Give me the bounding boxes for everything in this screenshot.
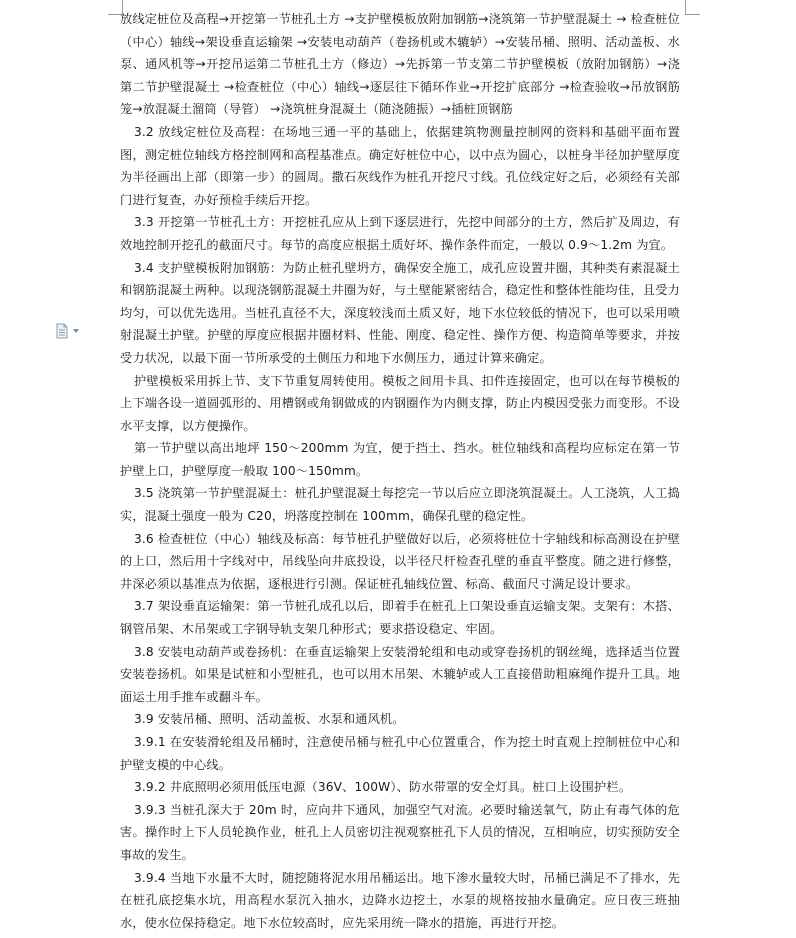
paragraph-3-6: 3.6 检查桩位（中心）轴线及标高：每节桩孔护壁做好以后，必须将桩位十字轴线和标高测设在护壁的上口，然后用十字线对中，吊线坠向井底投设，以半径尺杆检查孔壁的垂直平整度。随之进行修整，井深必须以基准点为依据，逐根进行引测。保证桩孔轴线位置、标高、截面尺寸满足设计要求。 bbox=[120, 531, 680, 591]
paragraph-3-8: 3.8 安装电动葫芦或卷扬机：在垂直运输架上安装滑轮组和电动或穿卷扬机的钢丝绳，选择适当位置安装卷扬机。如果是试桩和小型桩孔，也可以用木吊架、木辘轳或人工直接借助粗麻绳作提升工具。地面运土用手推车或翻斗车。 bbox=[120, 644, 680, 704]
document-icon[interactable] bbox=[54, 322, 82, 340]
paragraph-3-3: 3.3 开挖第一节桩孔土方：开挖桩孔应从上到下逐层进行，先挖中间部分的土方，然后扩及周边，有效地控制开挖孔的截面尺寸。每节的高度应根据土质好坏、操作条件而定，一般以 0.9～1.2m 为宜。 bbox=[120, 215, 680, 252]
paragraph-formwork: 护壁模板采用拆上节、支下节重复周转使用。模板之间用卡具、扣件连接固定，也可以在每节模板的上下端各设一道圆弧形的、用槽钢或角钢做成的内钢圈作为内侧支撑，防止内模因受张力而变形。不设水平支撑，以方便操作。 bbox=[120, 373, 680, 433]
document-body bbox=[120, 8, 680, 934]
paragraph-3-4: 3.4 支护壁模板附加钢筋：为防止桩孔壁坍方，确保安全施工，成孔应设置井圈，其种类有素混凝土和钢筋混凝土两种。以现浇钢筋混凝土井圈为好，与土壁能紧密结合，稳定性和整体性能均佳，且受力均匀，可以优先选用。当桩孔直径不大，深度较浅而土质又好，地下水位较低的情况下，也可以采用喷射混凝土护壁。护壁的厚度应根据井圈材料、性能、刚度、稳定性、操作方便、构造简单等要求，并按受力状况，以最下面一节所承受的土侧压力和地下水侧压力，通过计算来确定。 bbox=[120, 260, 680, 365]
paragraph-3-9: 3.9 安装吊桶、照明、活动盖板、水泵和通风机。 bbox=[134, 712, 405, 727]
paragraph-process-flow: 放线定桩位及高程→开挖第一节桩孔土方 →支护壁模板放附加钢筋→浇筑第一节护壁混凝土 → 检查桩位（中心）轴线→架设垂直运输架 →安装电动葫芦（卷扬机或木辘轳）→安装吊桶、照明、活动盖板、水泵、通风机等→开挖吊运第二节桩孔土方（修边）→先拆第一节支第二节护壁模板（放附加钢筋）→浇第二节护壁混凝土 →检查桩位（中心）轴线→逐层往下循环作业→开挖扩底部分 →检查验收→吊放钢筋笼→放混凝土溜筒（导管） →浇筑桩身混凝土（随浇随振）→插桩顶钢筋 bbox=[120, 12, 680, 117]
paragraph-3-7: 3.7 架设垂直运输架：第一节桩孔成孔以后，即着手在桩孔上口架设垂直运输支架。支架有：木搭、钢管吊架、木吊架或工字钢导轨支架几种形式；要求搭设稳定、牢固。 bbox=[120, 599, 680, 637]
crop-mark-top-right bbox=[685, 0, 700, 15]
paragraph-3-9-3: 3.9.3 当桩孔深大于 20m 时，应向井下通风，加强空气对流。必要时输送氧气，防止有毒气体的危害。操作时上下人员轮换作业，桩孔上人员密切注视观察桩孔下人员的情况，互相响应，切实预防安全事故的发生。 bbox=[120, 802, 680, 862]
paragraph-3-5: 3.5 浇筑第一节护壁混凝土：桩孔护壁混凝土每挖完一节以后应立即浇筑混凝土。人工浇筑，人工捣实，混凝土强度一般为 C20，坍落度控制在 100mm，确保孔壁的稳定性。 bbox=[120, 486, 680, 524]
paragraph-first-wall: 第一节护壁以高出地坪 150～200mm 为宜，便于挡土、挡水。桩位轴线和高程均应标定在第一节护壁上口，护壁厚度一般取 100～150mm。 bbox=[120, 441, 680, 478]
paragraph-3-9-2: 3.9.2 井底照明必须用低压电源（36V、100W）、防水带罩的安全灯具。桩口上设围护栏。 bbox=[134, 780, 632, 795]
paragraph-3-2: 3.2 放线定桩位及高程：在场地三通一平的基础上，依据建筑物测量控制网的资料和基础平面布置图，测定桩位轴线方格控制网和高程基准点。确定好桩位中心，以中点为圆心，以桩身半径加护壁厚度为半径画出上部（即第一步）的圆周。撒石灰线作为桩孔开挖尺寸线。孔位线定好之后，必须经有关部门进行复查，办好预检手续后开挖。 bbox=[120, 124, 680, 207]
document-glyph-icon bbox=[54, 323, 70, 339]
dropdown-caret-icon bbox=[73, 329, 79, 333]
paragraph-3-9-4: 3.9.4 当地下水量不大时，随挖随将泥水用吊桶运出。地下渗水量较大时，吊桶已满足不了排水，先在桩孔底挖集水坑，用高程水泵沉入抽水，边降水边挖土，水泵的规格按抽水量确定。应日夜三班抽水，使水位保持稳定。地下水位较高时，应先采用统一降水的措施，再进行开挖。 bbox=[120, 870, 680, 930]
paragraph-3-9-1: 3.9.1 在安装滑轮组及吊桶时，注意使吊桶与桩孔中心位置重合，作为挖土时直观上控制桩位中心和护壁支模的中心线。 bbox=[120, 735, 680, 772]
